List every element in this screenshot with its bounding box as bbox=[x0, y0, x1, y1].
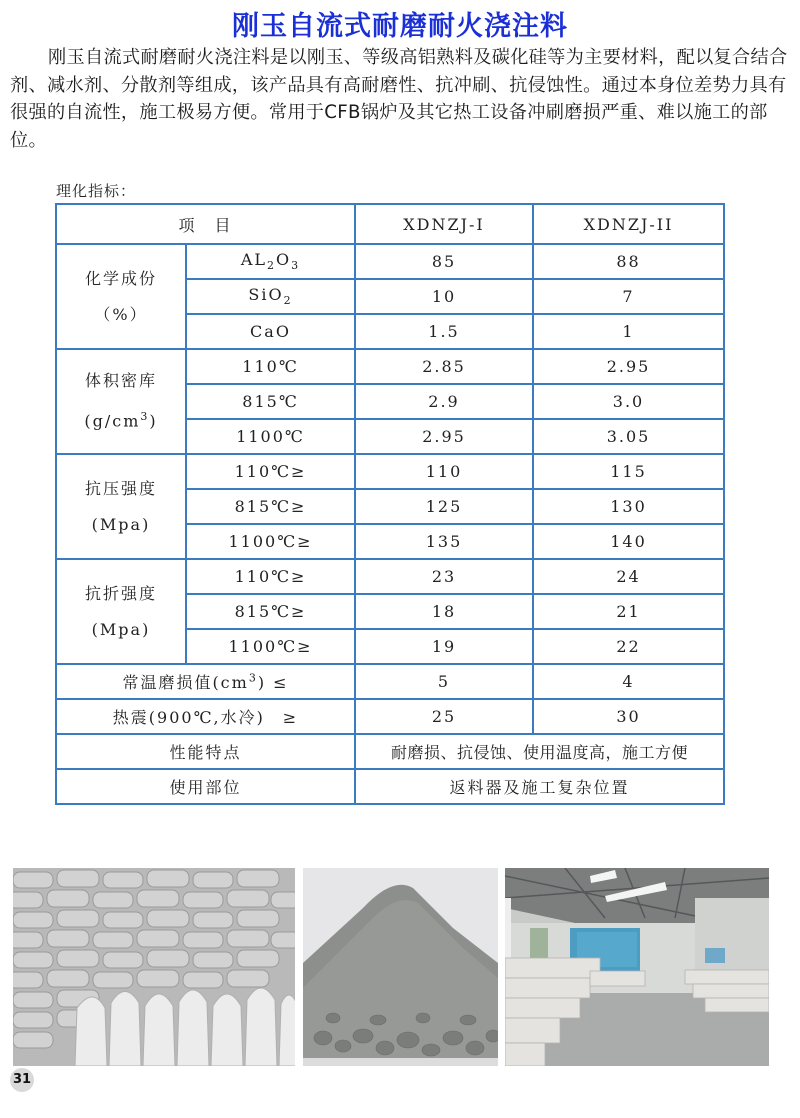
row-label-wear: 常温磨损值$(cm^3)$ ≤ bbox=[56, 664, 355, 699]
row-v2: 88 bbox=[533, 244, 724, 279]
castable-pile-photo bbox=[303, 868, 498, 1066]
row-label-application: 使用部位 bbox=[56, 769, 355, 804]
row-v2: 30 bbox=[533, 699, 724, 734]
row-v1: 2.85 bbox=[355, 349, 533, 384]
row-v1: 5 bbox=[355, 664, 533, 699]
row-v2: 4 bbox=[533, 664, 724, 699]
row-label-thermal-shock: 热震(900℃,水冷) ≥ bbox=[56, 699, 355, 734]
row-v2: 22 bbox=[533, 629, 724, 664]
row-v2: 3.0 bbox=[533, 384, 724, 419]
row-v1: 2.9 bbox=[355, 384, 533, 419]
row-v1: 19 bbox=[355, 629, 533, 664]
row-v1: 23 bbox=[355, 559, 533, 594]
row-value-application: 返料器及施工复杂位置 bbox=[355, 769, 724, 804]
row-sub: 1100℃≥ bbox=[186, 524, 355, 559]
row-sub: 1100℃≥ bbox=[186, 629, 355, 664]
row-v1: 10 bbox=[355, 279, 533, 314]
row-sub: 110℃ bbox=[186, 349, 355, 384]
row-v2: 7 bbox=[533, 279, 724, 314]
stacked-bags-photo bbox=[13, 868, 295, 1066]
header-col2: XDNZJ-II bbox=[533, 204, 724, 244]
row-sub: 1100℃ bbox=[186, 419, 355, 454]
row-sub: SiO$_2$ bbox=[186, 279, 355, 314]
row-sub: $AL_2O_3$ bbox=[186, 244, 355, 279]
row-sub: 110℃≥ bbox=[186, 454, 355, 489]
spec-table bbox=[55, 203, 725, 805]
warehouse-photo bbox=[505, 868, 769, 1066]
intro-paragraph: 刚玉自流式耐磨耐火浇注料是以刚玉、等级高铝熟料及碳化硅等为主要材料，配以复合结合剂、减水剂、分散剂等组成，该产品具有高耐磨性、抗冲刷、抗侵蚀性。通过本身位差势力具有很强的自流性，施工极易方便。常用于CFB锅炉及其它热工设备冲刷磨损严重、难以施工的部位。 bbox=[10, 47, 788, 151]
row-sub: CaO bbox=[186, 314, 355, 349]
row-sub: 815℃≥ bbox=[186, 489, 355, 524]
header-col1: XDNZJ-I bbox=[355, 204, 533, 244]
row-value-features: 耐磨损、抗侵蚀、使用温度高，施工方便 bbox=[355, 734, 724, 769]
row-v2: 115 bbox=[533, 454, 724, 489]
castable-pile-image bbox=[303, 868, 498, 1066]
row-v1: 125 bbox=[355, 489, 533, 524]
table-header-row bbox=[56, 204, 724, 244]
photo-strip bbox=[0, 868, 800, 1066]
row-label-features: 性能特点 bbox=[56, 734, 355, 769]
table-row-thermal-shock bbox=[56, 699, 724, 734]
table-row-application bbox=[56, 769, 724, 804]
row-sub: 110℃≥ bbox=[186, 559, 355, 594]
row-v1: 18 bbox=[355, 594, 533, 629]
row-v2: 24 bbox=[533, 559, 724, 594]
row-sub: 815℃≥ bbox=[186, 594, 355, 629]
row-v2: 130 bbox=[533, 489, 724, 524]
page-title: 刚玉自流式耐磨耐火浇注料 bbox=[232, 11, 568, 42]
row-v2: 140 bbox=[533, 524, 724, 559]
row-v1: 85 bbox=[355, 244, 533, 279]
row-v2: 3.05 bbox=[533, 419, 724, 454]
table-row bbox=[56, 349, 724, 384]
row-sub: 815℃ bbox=[186, 384, 355, 419]
page-number-badge: 31 bbox=[10, 1068, 34, 1092]
row-v2: 1 bbox=[533, 314, 724, 349]
row-v1: 2.95 bbox=[355, 419, 533, 454]
row-v1: 1.5 bbox=[355, 314, 533, 349]
group-label-compressive: 抗压强度 (Mpa) bbox=[56, 454, 186, 559]
section-label: 理化指标： bbox=[56, 182, 137, 200]
row-v1: 25 bbox=[355, 699, 533, 734]
header-item: 项 目 bbox=[56, 204, 355, 244]
table-row-wear bbox=[56, 664, 724, 699]
group-label-flexural: 抗折强度 (Mpa) bbox=[56, 559, 186, 664]
table-row bbox=[56, 559, 724, 594]
table-row-features bbox=[56, 734, 724, 769]
row-v2: 2.95 bbox=[533, 349, 724, 384]
group-label-chemical: 化学成份 （%） bbox=[56, 244, 186, 349]
stacked-bags-image bbox=[13, 868, 295, 1066]
warehouse-image bbox=[505, 868, 769, 1066]
row-v2: 21 bbox=[533, 594, 724, 629]
row-v1: 135 bbox=[355, 524, 533, 559]
row-v1: 110 bbox=[355, 454, 533, 489]
table-row bbox=[56, 454, 724, 489]
table-row bbox=[56, 244, 724, 279]
group-label-density: 体积密库 $(g/cm^3)$ bbox=[56, 349, 186, 454]
